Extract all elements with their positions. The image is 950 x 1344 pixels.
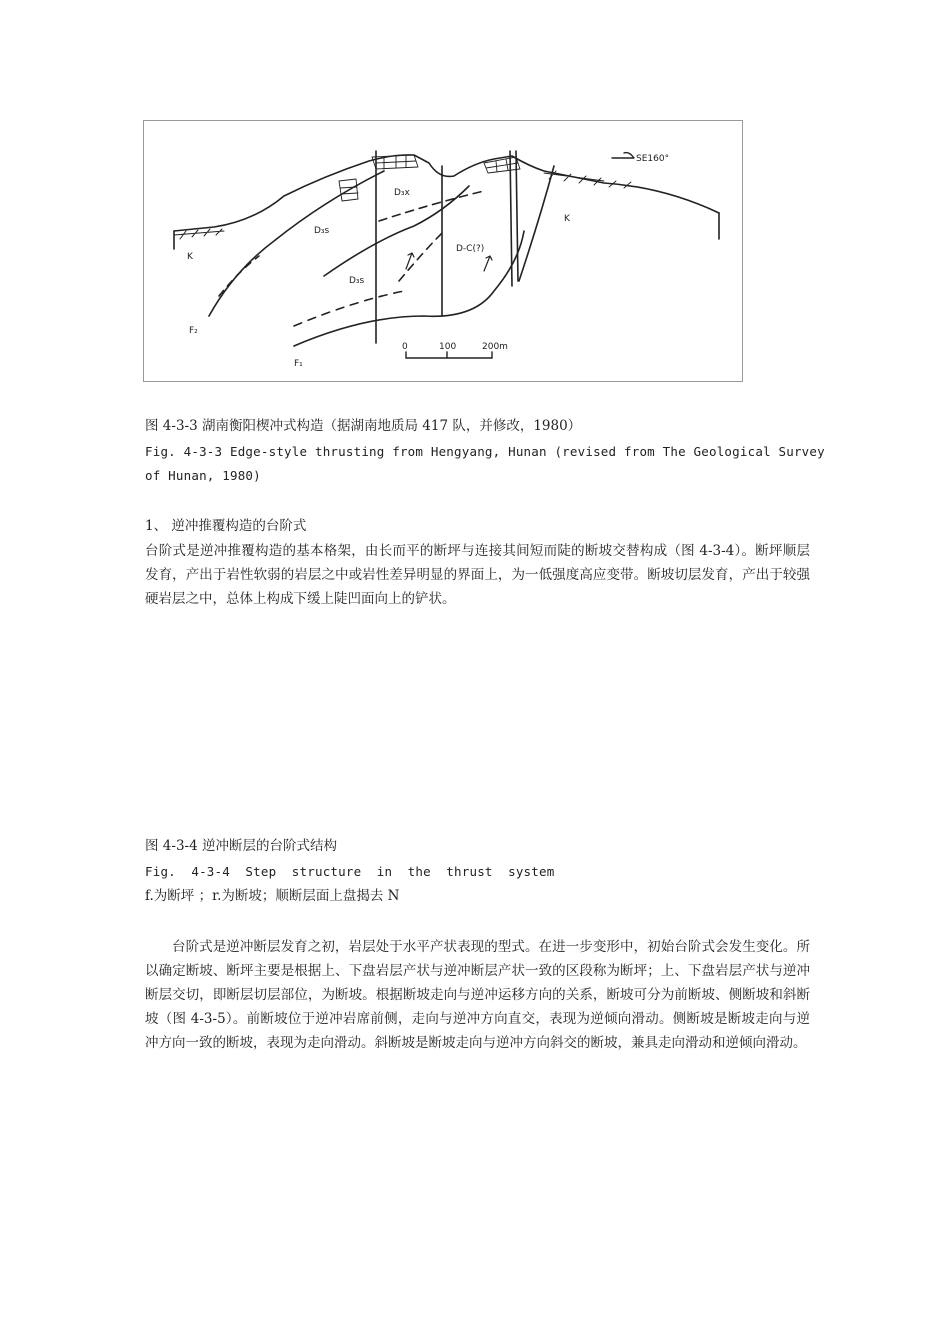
- label-dc: D-C(?): [456, 244, 485, 254]
- direction-arrow-icon: [612, 153, 634, 158]
- scale-bar: [406, 352, 492, 358]
- scale-label-0: 0: [402, 342, 408, 352]
- label-f2: F₂: [189, 326, 198, 336]
- section-2-body: 台阶式是逆冲断层发育之初，岩层处于水平产状表现的型式。在进一步变形中，初始台阶式会发生变化。所以确定断坡、断坪主要是根据上、下盘岩层产状与逆冲断层产状一致的区段称为断坪；上、下盘岩层产状与逆冲断层交切，即断层切层部位，为断坡。根据断坡走向与逆冲运移方向的关系，断坡可分为前断坡、侧断坡和斜断坡（图 4-3-5）。前断坡位于逆冲岩席前侧，走向与逆冲方向直交，表现为逆倾向滑动。侧断坡是断坡走向与逆冲方向一致的断坡，表现为走向滑动。斜断坡是断坡走向与逆冲方向斜交的断坡，兼具走向滑动和逆倾向滑动。: [145, 939, 810, 1051]
- label-k-right: K: [564, 214, 570, 224]
- borehole-4: [516, 151, 518, 281]
- figure-2-caption-en: Fig. 4-3-4 Step structure in the thrust system: [145, 864, 555, 879]
- slip-arrow-2: [484, 256, 492, 271]
- fault-right: [519, 166, 554, 281]
- fault-middle: [324, 186, 469, 276]
- topographic-profile: [174, 155, 719, 231]
- label-d3s-lower: D₃s: [349, 276, 365, 286]
- section-1-body: 台阶式是逆冲推覆构造的基本格架，由长而平的断坪与连接其间短而陡的断坡交替构成（图 4-3-4）。断坪顺层发育，产出于岩性软弱的岩层之中或岩性差异明显的界面上，为一低强度高应变带。断坡切层发育，产出于较强硬岩层之中，总体上构成下缓上陡凹面向上的铲状。: [145, 543, 810, 607]
- fault-middle-dashed: [399, 231, 444, 281]
- scale-label-100: 100: [439, 342, 457, 352]
- figure-2-note: f.为断坪 ；r.为断坡；顺断层面上盘揭去 N: [145, 888, 400, 904]
- label-d3x: D₃x: [394, 188, 410, 198]
- figure-caption-en-line-1: Fig. 4-3-3 Edge-style thrusting from Hengyang, Hunan (revised from The Geological Survey: [145, 444, 825, 459]
- label-d3s-upper: D₃s: [314, 226, 330, 236]
- label-f1: F₁: [294, 359, 303, 369]
- slip-arrow-1: [406, 253, 414, 269]
- cross-section-drawing: [144, 121, 742, 381]
- fault-f1: [294, 231, 524, 346]
- scale-label-200: 200m: [482, 342, 508, 352]
- section-heading: 1、 逆冲推覆构造的台阶式: [145, 518, 307, 534]
- figure-2-caption-cn: 图 4-3-4 逆冲断层的台阶式结构: [145, 838, 337, 854]
- figure-caption-en-line-2: of Hunan, 1980): [145, 468, 261, 483]
- borehole-3: [510, 151, 512, 286]
- figure-cross-section: [143, 120, 743, 382]
- label-k-left: K: [187, 252, 193, 262]
- figure-caption-cn: 图 4-3-3 湖南衡阳楔冲式构造（据湖南地质局 417 队，并修改，1980）: [145, 418, 582, 434]
- label-direction: SE160°: [636, 154, 670, 164]
- fault-f1-dashed: [294, 291, 404, 326]
